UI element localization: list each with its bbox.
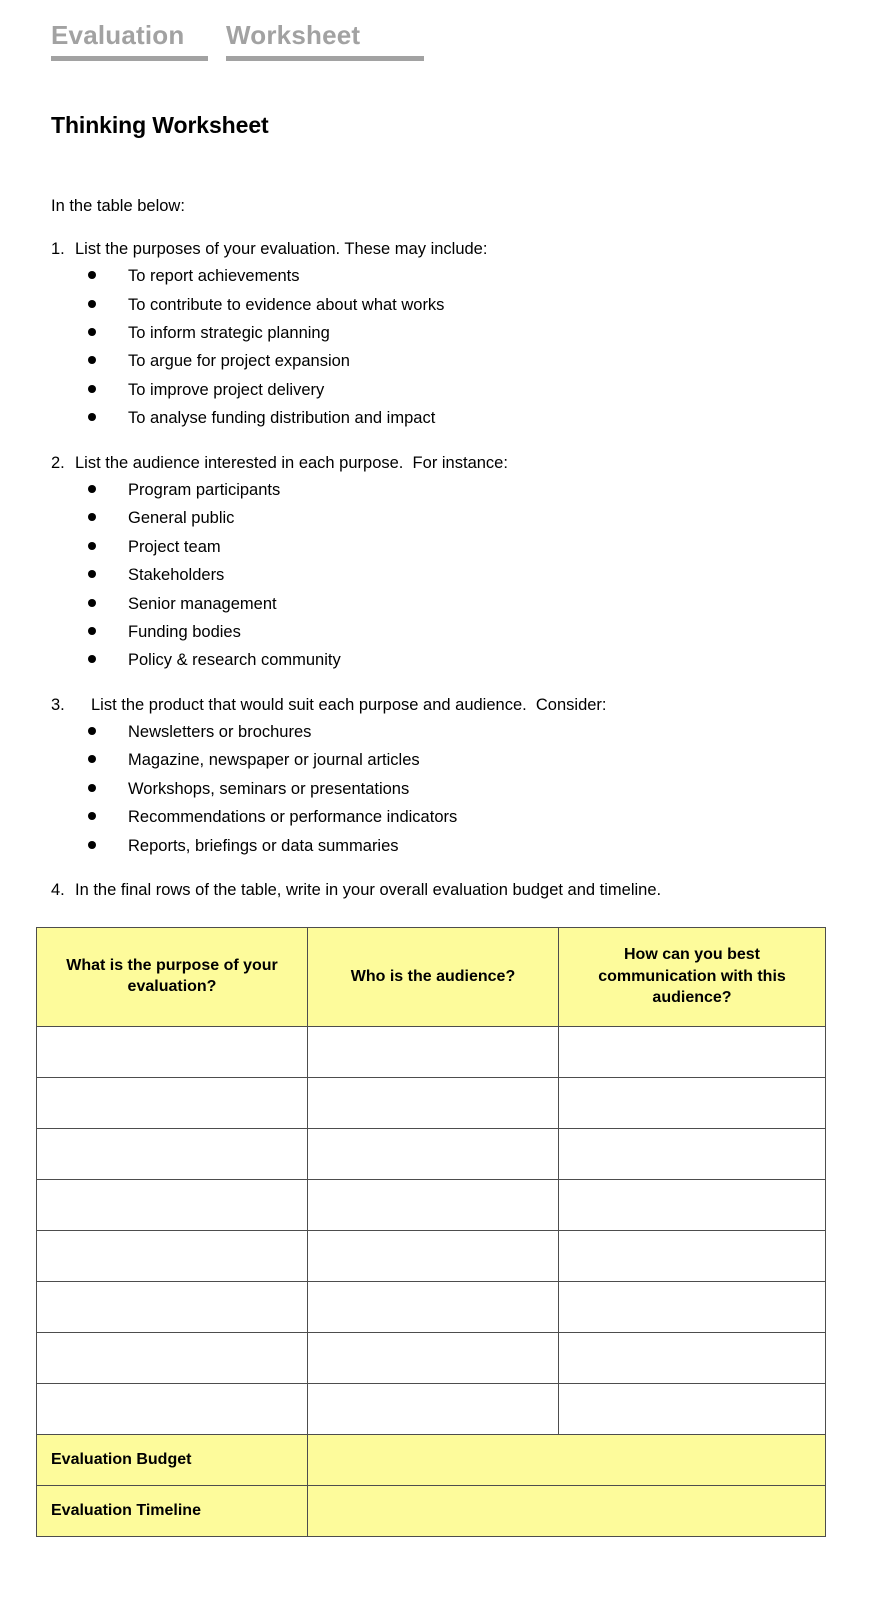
bullet-dot-icon bbox=[88, 784, 96, 792]
table-header-row bbox=[37, 928, 826, 1027]
instruction-section-3 bbox=[0, 695, 879, 860]
cell-purpose[interactable] bbox=[37, 1282, 308, 1333]
bullet-label: General public bbox=[128, 509, 235, 528]
cell-communication[interactable] bbox=[559, 1282, 826, 1333]
bullet-label: Project team bbox=[128, 537, 221, 556]
instruction-section-2 bbox=[0, 453, 879, 675]
list-item bbox=[0, 291, 879, 319]
row-label-evaluation-budget: Evaluation Budget bbox=[37, 1435, 308, 1486]
instruction-text-1: List the purposes of your evaluation. These may include: bbox=[75, 239, 488, 258]
bullet-label: To argue for project expansion bbox=[128, 352, 350, 371]
bullet-dot-icon bbox=[88, 655, 96, 663]
list-item bbox=[0, 718, 879, 746]
bullet-label: Funding bodies bbox=[128, 622, 241, 641]
header-word-evaluation bbox=[51, 22, 208, 67]
instruction-text-4: In the final rows of the table, write in your overall evaluation budget and timeline. bbox=[75, 880, 662, 899]
instruction-number-4: 4. bbox=[51, 880, 65, 899]
list-item bbox=[0, 646, 879, 674]
header-word-worksheet bbox=[226, 22, 424, 67]
bullet-label: To improve project delivery bbox=[128, 380, 325, 399]
worksheet-table bbox=[36, 927, 826, 1537]
bullet-label: To analyse funding distribution and impact bbox=[128, 409, 436, 428]
cell-audience[interactable] bbox=[308, 1384, 559, 1435]
bullet-label: Reports, briefings or data summaries bbox=[128, 836, 399, 855]
cell-purpose[interactable] bbox=[37, 1078, 308, 1129]
cell-audience[interactable] bbox=[308, 1129, 559, 1180]
worksheet-table-wrapper bbox=[36, 927, 825, 1537]
bullet-dot-icon bbox=[88, 485, 96, 493]
table-row bbox=[37, 1231, 826, 1282]
header-word-evaluation-label: Evaluation bbox=[51, 20, 185, 50]
table-row bbox=[37, 1129, 826, 1180]
header-underline-worksheet bbox=[226, 56, 424, 61]
instruction-section-4 bbox=[0, 880, 879, 901]
instruction-heading-3 bbox=[0, 695, 879, 716]
cell-audience[interactable] bbox=[308, 1231, 559, 1282]
cell-audience[interactable] bbox=[308, 1078, 559, 1129]
list-item bbox=[0, 476, 879, 504]
bullet-dot-icon bbox=[88, 727, 96, 735]
bullet-dot-icon bbox=[88, 271, 96, 279]
intro-text: In the table below: bbox=[51, 197, 185, 216]
instruction-text-3: List the product that would suit each purpose and audience. Consider: bbox=[91, 695, 607, 714]
document-header bbox=[0, 0, 879, 67]
bullet-dot-icon bbox=[88, 385, 96, 393]
instruction-text-2: List the audience interested in each purpose. For instance: bbox=[75, 453, 508, 472]
bullet-dot-icon bbox=[88, 627, 96, 635]
bullet-label: Magazine, newspaper or journal articles bbox=[128, 751, 420, 770]
bullet-label: Newsletters or brochures bbox=[128, 723, 312, 742]
bullet-label: Workshops, seminars or presentations bbox=[128, 779, 410, 798]
list-item bbox=[0, 347, 879, 375]
list-item bbox=[0, 832, 879, 860]
cell-communication[interactable] bbox=[559, 1078, 826, 1129]
instruction-number-1: 1. bbox=[51, 239, 65, 258]
bullet-list-1 bbox=[0, 262, 879, 432]
cell-communication[interactable] bbox=[559, 1129, 826, 1180]
instruction-number-3: 3. bbox=[51, 695, 65, 714]
instruction-heading-2 bbox=[0, 453, 879, 474]
bullet-dot-icon bbox=[88, 328, 96, 336]
list-item bbox=[0, 561, 879, 589]
cell-purpose[interactable] bbox=[37, 1333, 308, 1384]
cell-evaluation-timeline-value[interactable] bbox=[308, 1486, 826, 1537]
list-item bbox=[0, 262, 879, 290]
column-header-purpose: What is the purpose of your evaluation? bbox=[37, 928, 308, 1027]
table-row bbox=[37, 1333, 826, 1384]
table-row bbox=[37, 1027, 826, 1078]
instruction-heading-4 bbox=[0, 880, 879, 901]
bullet-dot-icon bbox=[88, 841, 96, 849]
instruction-number-2: 2. bbox=[51, 453, 65, 472]
cell-communication[interactable] bbox=[559, 1231, 826, 1282]
column-header-communication: How can you best communication with this audience? bbox=[559, 928, 826, 1027]
cell-purpose[interactable] bbox=[37, 1180, 308, 1231]
header-underline-evaluation bbox=[51, 56, 208, 61]
bullet-dot-icon bbox=[88, 300, 96, 308]
cell-evaluation-budget-value[interactable] bbox=[308, 1435, 826, 1486]
bullet-label: To contribute to evidence about what works bbox=[128, 295, 445, 314]
cell-communication[interactable] bbox=[559, 1180, 826, 1231]
list-item bbox=[0, 533, 879, 561]
bullet-dot-icon bbox=[88, 542, 96, 550]
column-header-audience: Who is the audience? bbox=[308, 928, 559, 1027]
table-row-timeline bbox=[37, 1486, 826, 1537]
header-word-worksheet-label: Worksheet bbox=[226, 20, 361, 50]
list-item bbox=[0, 746, 879, 774]
bullet-dot-icon bbox=[88, 513, 96, 521]
bullet-label: Recommendations or performance indicators bbox=[128, 808, 458, 827]
cell-communication[interactable] bbox=[559, 1384, 826, 1435]
list-item bbox=[0, 504, 879, 532]
bullet-dot-icon bbox=[88, 599, 96, 607]
list-item bbox=[0, 590, 879, 618]
bullet-dot-icon bbox=[88, 356, 96, 364]
bullet-dot-icon bbox=[88, 413, 96, 421]
bullet-dot-icon bbox=[88, 755, 96, 763]
table-row bbox=[37, 1078, 826, 1129]
bullet-label: To inform strategic planning bbox=[128, 324, 330, 343]
bullet-label: Policy & research community bbox=[128, 651, 341, 670]
bullet-label: Program participants bbox=[128, 481, 281, 500]
list-item bbox=[0, 319, 879, 347]
cell-audience[interactable] bbox=[308, 1180, 559, 1231]
table-row bbox=[37, 1384, 826, 1435]
cell-communication[interactable] bbox=[559, 1027, 826, 1078]
cell-audience[interactable] bbox=[308, 1027, 559, 1078]
row-label-evaluation-timeline: Evaluation Timeline bbox=[37, 1486, 308, 1537]
cell-audience[interactable] bbox=[308, 1282, 559, 1333]
list-item bbox=[0, 404, 879, 432]
bullet-label: Senior management bbox=[128, 594, 277, 613]
table-row bbox=[37, 1282, 826, 1333]
list-item bbox=[0, 618, 879, 646]
bullet-dot-icon bbox=[88, 812, 96, 820]
bullet-list-2 bbox=[0, 476, 879, 675]
list-item bbox=[0, 803, 879, 831]
bullet-dot-icon bbox=[88, 570, 96, 578]
table-row bbox=[37, 1180, 826, 1231]
cell-purpose[interactable] bbox=[37, 1027, 308, 1078]
instruction-section-1 bbox=[0, 239, 879, 433]
cell-purpose[interactable] bbox=[37, 1231, 308, 1282]
bullet-label: Stakeholders bbox=[128, 566, 225, 585]
table-row-budget bbox=[37, 1435, 826, 1486]
bullet-label: To report achievements bbox=[128, 267, 300, 286]
bullet-list-3 bbox=[0, 718, 879, 860]
list-item bbox=[0, 376, 879, 404]
cell-purpose[interactable] bbox=[37, 1384, 308, 1435]
instruction-heading-1 bbox=[0, 239, 879, 260]
list-item bbox=[0, 775, 879, 803]
cell-audience[interactable] bbox=[308, 1333, 559, 1384]
page-title: Thinking Worksheet bbox=[51, 112, 269, 139]
cell-purpose[interactable] bbox=[37, 1129, 308, 1180]
instruction-list bbox=[0, 239, 879, 902]
cell-communication[interactable] bbox=[559, 1333, 826, 1384]
